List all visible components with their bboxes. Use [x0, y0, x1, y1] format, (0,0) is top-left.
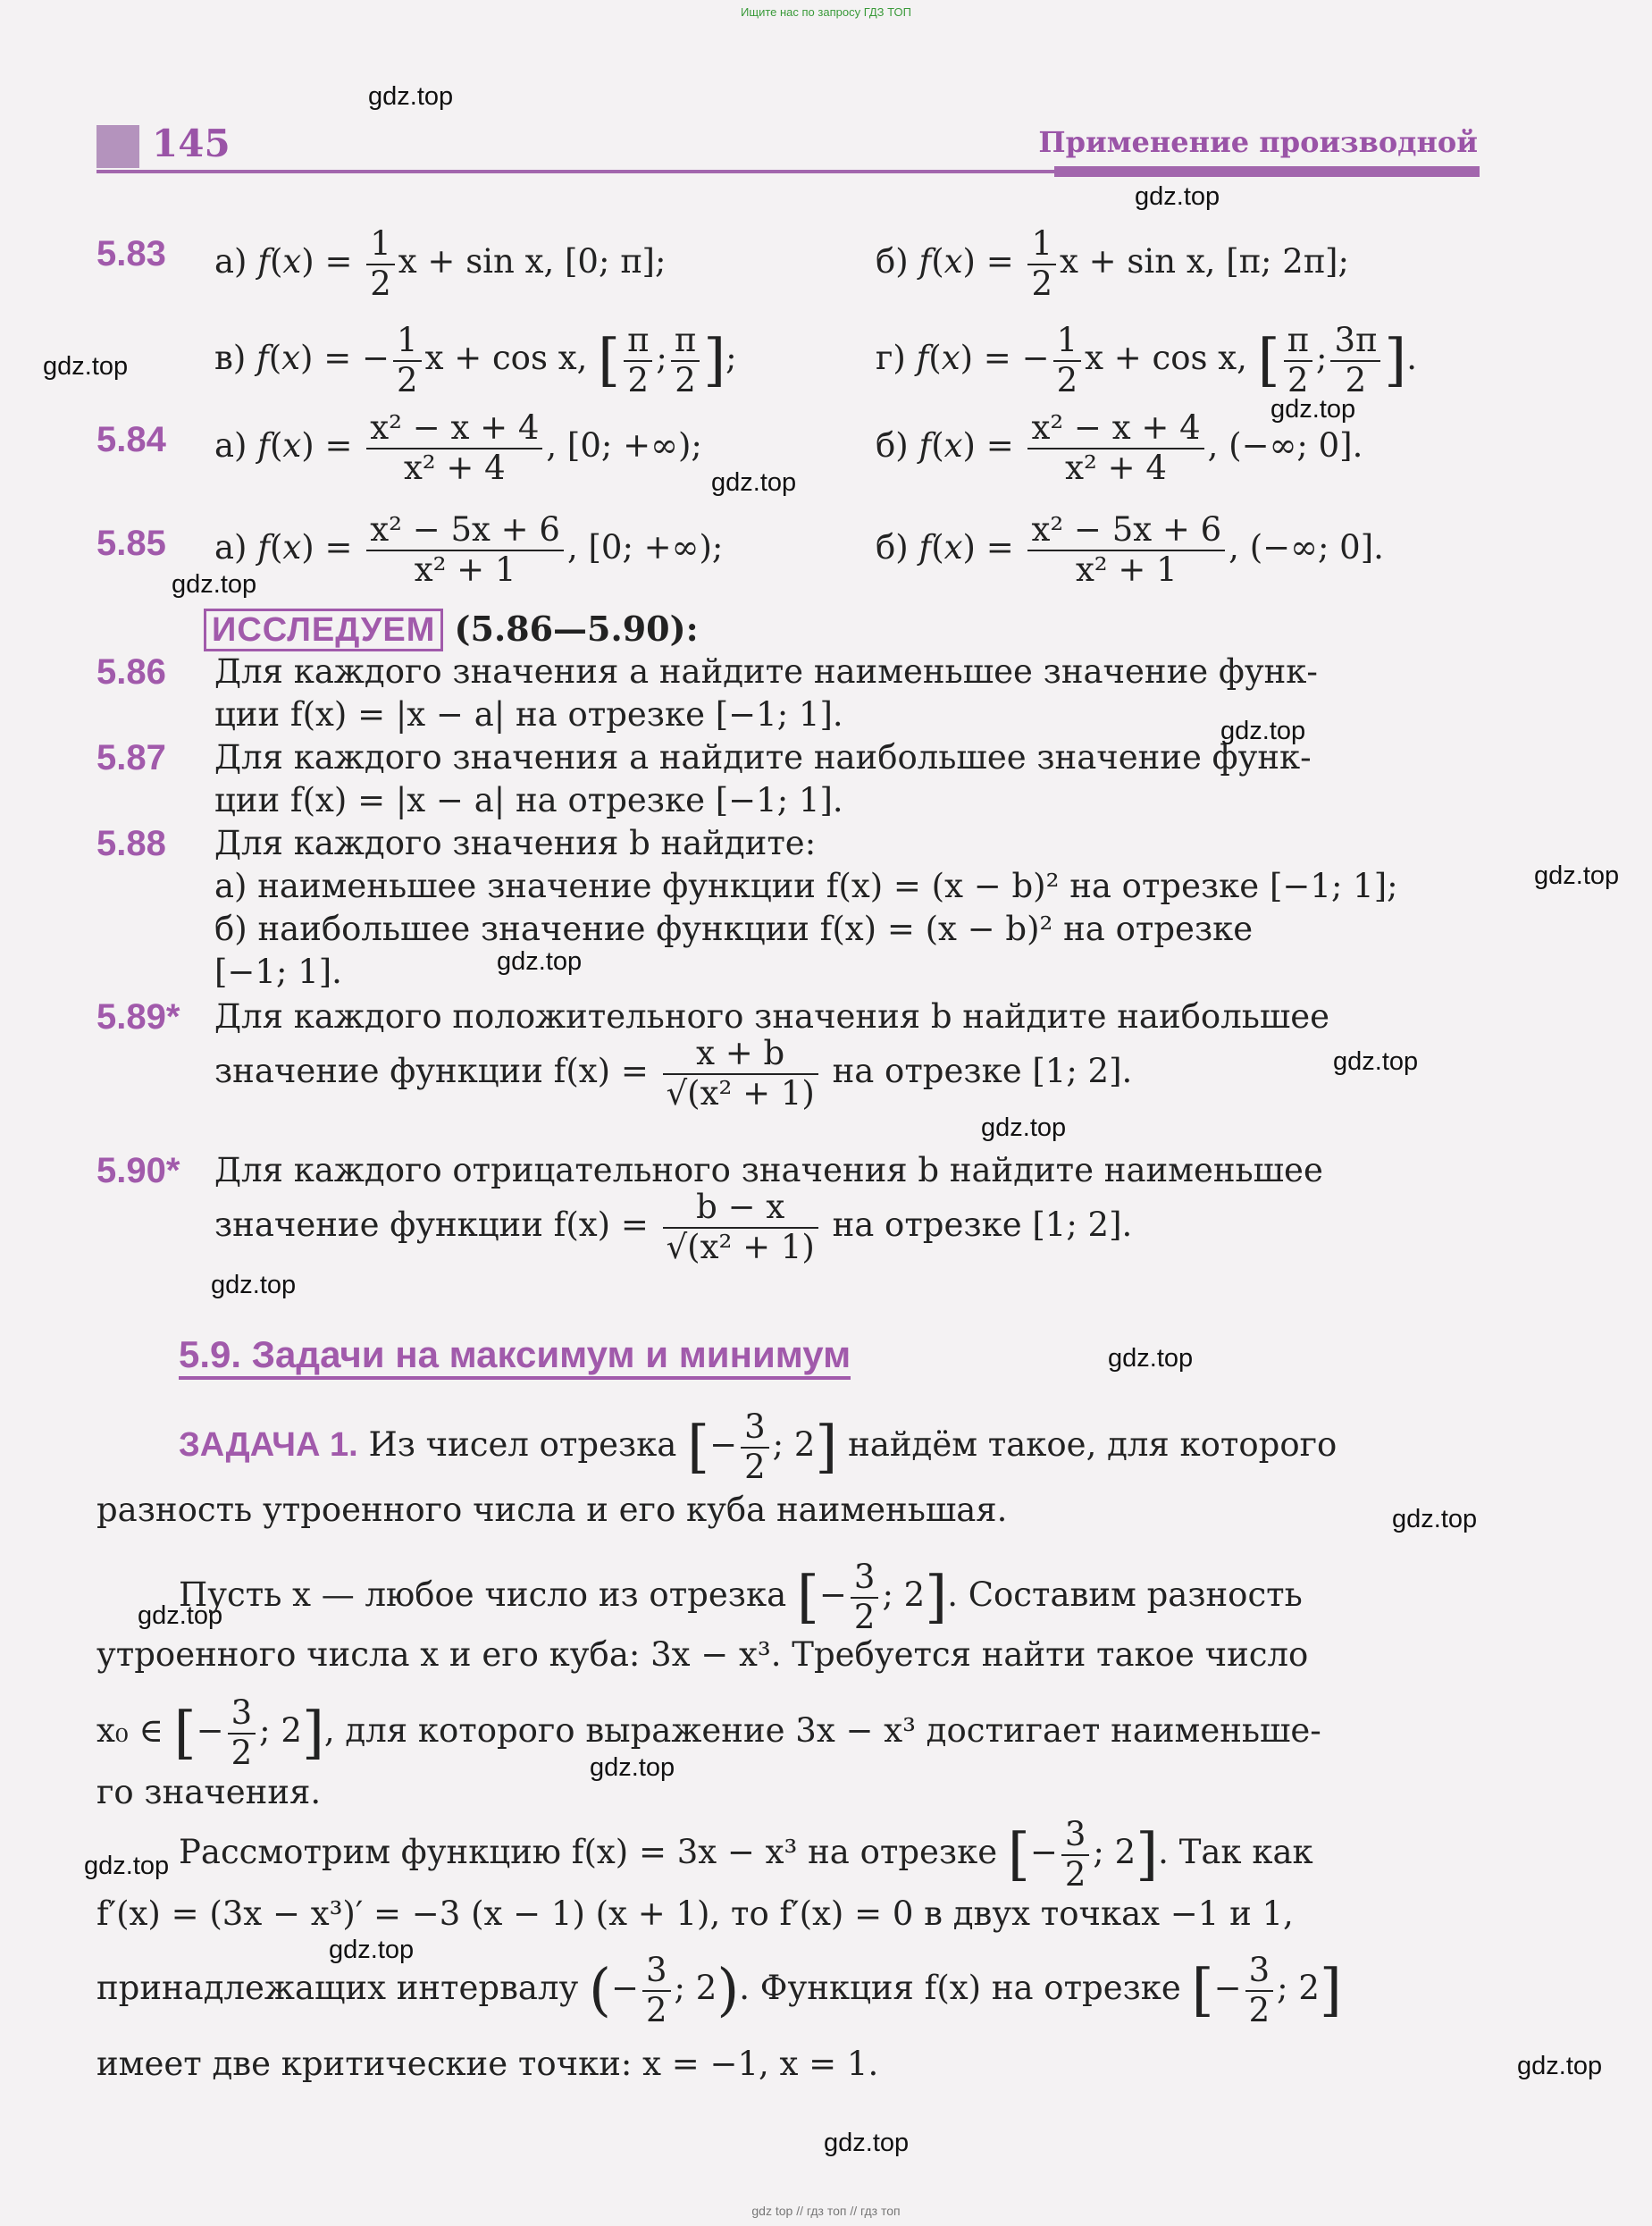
section-heading: 5.9. Задачи на максимум и минимум	[179, 1333, 851, 1380]
task-line3: Пусть x — любое число из отрезка [− $\frac{3}{2}$ ; 2]. Составим разность	[179, 1558, 1303, 1636]
watermark: gdz.top	[172, 570, 257, 599]
problem-583-g: г) f(x) = − $\frac{1}{2}$ x + cos x, [ $\frac{\pi}{2}$ ; $\frac{3\pi}{2}$ ].	[876, 321, 1418, 399]
task-line4: утроенного числа x и его куба: 3x − x³. Требуется найти такое число	[96, 1635, 1309, 1674]
problem-588-line3: б) наибольшее значение функции f(x) = (x − b)² на отрезке	[214, 910, 1254, 948]
problem-588-line4: [−1; 1].	[214, 953, 342, 991]
problem-590-line2: значение функции f(x) = $\frac{b - x}{\text{√(x² + 1)}}$ на отрезке [1; 2].	[214, 1188, 1133, 1266]
problem-number: 5.90*	[96, 1151, 180, 1190]
problem-number: 5.87	[96, 738, 166, 777]
research-label: ИССЛЕДУЕМ	[204, 609, 443, 651]
watermark: gdz.top	[981, 1113, 1067, 1142]
watermark: gdz.top	[84, 1852, 170, 1880]
watermark: gdz.top	[1220, 717, 1306, 745]
problem-number: 5.89*	[96, 997, 180, 1037]
watermark: gdz.top	[497, 947, 583, 976]
problem-number: 5.83	[96, 234, 166, 273]
problem-586-line1: Для каждого значения a найдите наименьшее значение функ-	[214, 652, 1318, 691]
problem-583-a: а) f(x) = $\frac{1}{2}$ x + sin x, [0; π];	[214, 224, 667, 303]
problem-584-b: б) f(x) = $\frac{\text{x² − x + 4}}{\text{x² + 4}}$ , (−∞; 0].	[876, 408, 1363, 487]
task-label: ЗАДАЧА 1.	[179, 1426, 358, 1465]
watermark: gdz.top	[368, 82, 454, 111]
watermark: gdz.top	[1333, 1047, 1419, 1076]
top-note: Ищите нас по запросу ГДЗ ТОП	[741, 5, 911, 19]
page-number: 145	[152, 122, 231, 165]
problem-584-a: а) f(x) = $\frac{\text{x² − x + 4}}{\text{x² + 4}}$ , [0; +∞);	[214, 408, 702, 487]
task-line8: f′(x) = (3x − x³)′ = −3 (x − 1) (x + 1), то f′(x) = 0 в двух точках −1 и 1,	[96, 1894, 1294, 1933]
header-accent-bar	[1054, 166, 1480, 177]
problem-586-line2: ции f(x) = |x − a| на отрезке [−1; 1].	[214, 695, 843, 734]
watermark: gdz.top	[329, 1936, 415, 1964]
running-section-title: Применение производной	[1038, 125, 1478, 159]
page-number-marker	[96, 125, 139, 168]
problem-589-line1: Для каждого положительного значения b найдите наибольшее	[214, 997, 1330, 1036]
watermark: gdz.top	[211, 1271, 297, 1299]
problem-number: 5.88	[96, 824, 166, 863]
problem-583-v: в) f(x) = − $\frac{1}{2}$ x + cos x, [ $\frac{\pi}{2}$ ; $\frac{\pi}{2}$ ];	[214, 321, 737, 399]
watermark: gdz.top	[590, 1753, 675, 1782]
bottom-note: gdz top // гдз топ // гдз топ	[751, 2204, 901, 2218]
problem-585-a: а) f(x) = $\frac{\text{x² − 5x + 6}}{\text{x² + 1}}$ , [0; +∞);	[214, 510, 724, 589]
watermark: gdz.top	[1517, 2052, 1603, 2080]
research-heading: ИССЛЕДУЕМ (5.86—5.90):	[204, 608, 699, 651]
problem-583-b: б) f(x) = $\frac{1}{2}$ x + sin x, [π; 2π];	[876, 224, 1349, 303]
problem-590-line1: Для каждого отрицательного значения b найдите наименьшее	[214, 1151, 1323, 1189]
problem-587-line1: Для каждого значения a найдите наибольшее значение функ-	[214, 738, 1312, 777]
task-line1: ЗАДАЧА 1. Из чисел отрезка [− $\frac{3}{2}$ ; 2] найдём такое, для которого	[179, 1407, 1338, 1486]
problem-589-line2: значение функции f(x) = $\frac{x + b}{\text{√(x² + 1)}}$ на отрезке [1; 2].	[214, 1034, 1133, 1113]
problem-number: 5.86	[96, 652, 166, 692]
problem-number: 5.84	[96, 420, 166, 459]
watermark: gdz.top	[1108, 1344, 1194, 1373]
watermark: gdz.top	[43, 352, 129, 381]
watermark: gdz.top	[1270, 395, 1356, 424]
task-line2: разность утроенного числа и его куба наименьшая.	[96, 1491, 1008, 1529]
problem-585-b: б) f(x) = $\frac{\text{x² − 5x + 6}}{\text{x² + 1}}$ , (−∞; 0].	[876, 510, 1384, 589]
problem-587-line2: ции f(x) = |x − a| на отрезке [−1; 1].	[214, 781, 843, 819]
task-line6: го значения.	[96, 1773, 322, 1811]
task-line10: имеет две критические точки: x = −1, x = 1.	[96, 2045, 879, 2083]
problem-number: 5.85	[96, 524, 166, 563]
watermark: gdz.top	[1534, 861, 1620, 890]
problem-588-line1: Для каждого значения b найдите:	[214, 824, 817, 862]
watermark: gdz.top	[1135, 182, 1220, 211]
task-line5: x₀ ∈ [− $\frac{3}{2}$ ; 2], для которого выражение 3x − x³ достигает наименьше-	[96, 1693, 1321, 1772]
watermark: gdz.top	[1392, 1505, 1478, 1533]
watermark: gdz.top	[711, 468, 797, 497]
problem-588-line2: а) наименьшее значение функции f(x) = (x − b)² на отрезке [−1; 1];	[214, 867, 1398, 905]
watermark: gdz.top	[824, 2129, 910, 2157]
watermark: gdz.top	[138, 1601, 223, 1630]
task-line9: принадлежащих интервалу (− $\frac{3}{2}$ ; 2). Функция f(x) на отрезке [− $\frac{3}{2}$ ; 2]	[96, 1951, 1342, 2029]
task-line7: Рассмотрим функцию f(x) = 3x − x³ на отрезке [− $\frac{3}{2}$ ; 2]. Так как	[179, 1815, 1313, 1894]
